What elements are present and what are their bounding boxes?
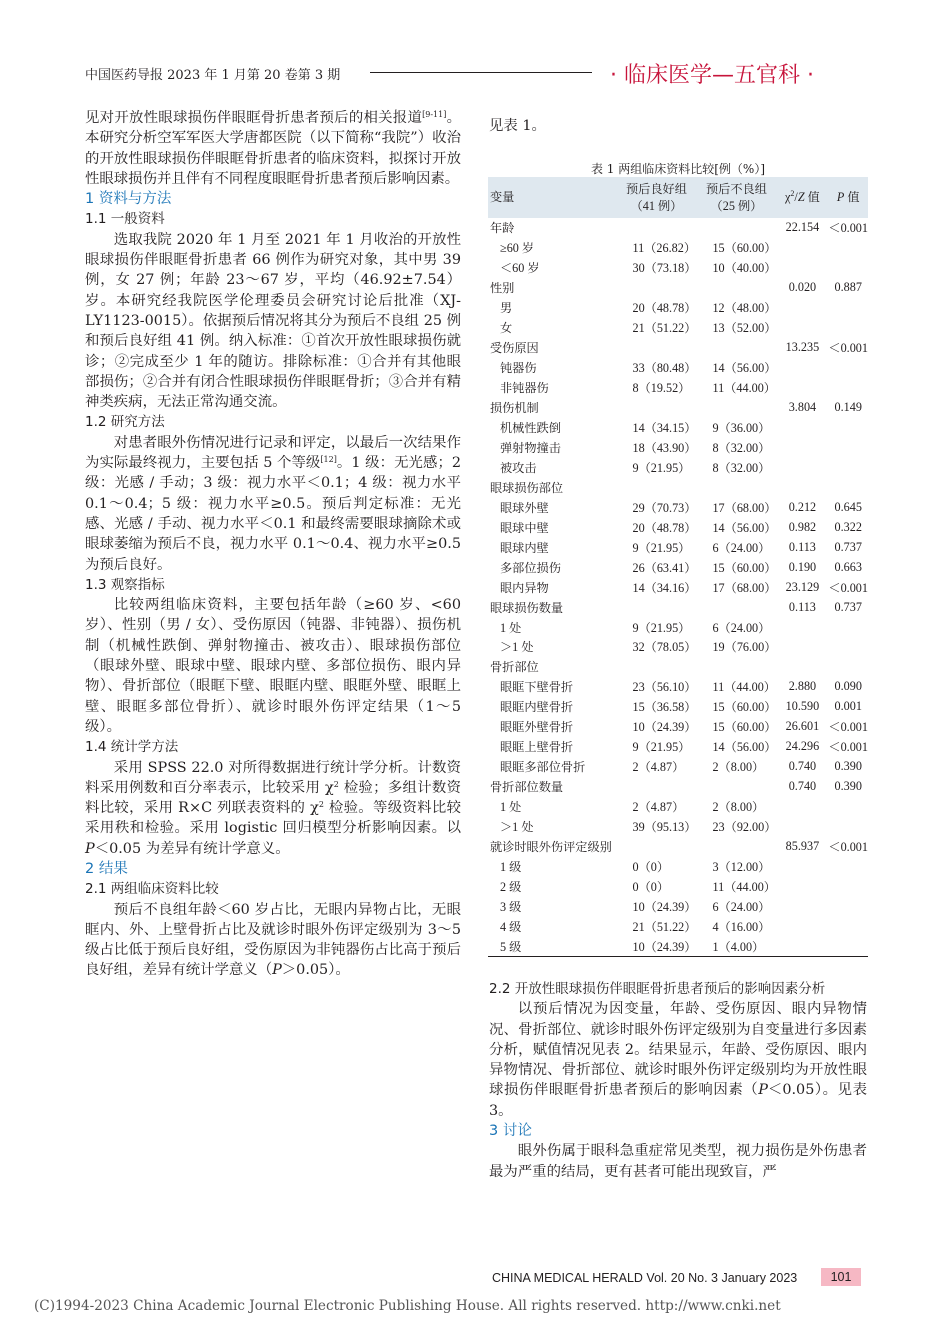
table-cell-label: 男 — [500, 301, 513, 316]
table-cell-p — [828, 477, 868, 497]
table-cell-good — [616, 338, 696, 358]
table-cell-stat: 3.804 — [788, 400, 817, 415]
table-cell-p — [828, 916, 868, 936]
table-cell-good — [616, 398, 696, 418]
table-cell-good: 14（34.16） — [632, 580, 697, 595]
table-cell-poor: 8（32.00） — [712, 440, 771, 455]
table-header-variable: 变量 — [488, 177, 616, 218]
table-cell-p — [828, 936, 868, 956]
table-cell-stat — [776, 617, 828, 637]
table-cell-stat — [776, 857, 828, 877]
table-cell-stat — [776, 437, 828, 457]
table-cell-stat: 85.937 — [785, 839, 820, 854]
table-row — [488, 617, 868, 637]
table-cell-p: ＜0.001 — [828, 221, 868, 236]
table-cell-good: 10（24.39） — [632, 720, 697, 735]
table-row — [488, 577, 868, 597]
table-cell-poor — [696, 837, 776, 857]
table-cell-label: 眼内异物 — [500, 580, 549, 595]
table-cell-p — [828, 318, 868, 338]
table-cell-poor: 1（4.00） — [696, 936, 776, 956]
table-cell-poor: 6（24.00） — [712, 540, 771, 555]
table-cell-good: 9（21.95） — [632, 460, 691, 475]
table-cell-stat: 10.590 — [785, 699, 820, 714]
table-cell-good — [616, 837, 696, 857]
table-cell-poor: 8（32.00） — [712, 460, 771, 475]
header-rule — [370, 72, 592, 73]
table-cell-good: 15（36.58） — [632, 700, 697, 715]
table-cell-poor: 9（36.00） — [712, 421, 771, 435]
table-1 — [488, 177, 868, 957]
table-cell-stat: 0.740 — [788, 759, 817, 774]
section-heading: 1 资料与方法 — [85, 191, 172, 208]
table-cell-stat — [776, 457, 828, 477]
table-cell-poor: 14（56.00） — [712, 740, 777, 755]
table-cell-label: 眼球损伤数量 — [490, 600, 564, 615]
table-cell-poor: 15（60.00） — [712, 241, 777, 256]
table-cell-label: 1 级 — [500, 859, 522, 874]
table-cell-stat — [776, 318, 828, 338]
table-cell-stat: 0.740 — [788, 779, 817, 794]
table-cell-p: 0.663 — [834, 559, 862, 574]
table-cell-p — [828, 857, 868, 877]
table-cell-p — [828, 657, 868, 677]
table-cell-p — [828, 457, 868, 477]
table-cell-poor: 14（56.00） — [712, 520, 777, 535]
table-cell-poor: 23（92.00） — [712, 820, 777, 835]
table-cell-p: ＜0.001 — [828, 740, 868, 755]
table-cell-good: 14（34.15） — [632, 421, 697, 435]
table-cell-p: 0.887 — [834, 280, 862, 295]
table-cell-p: 0.645 — [834, 499, 862, 514]
table-cell-good — [616, 218, 696, 238]
table-cell-p — [828, 896, 868, 916]
section-heading: 2 结果 — [85, 860, 128, 877]
table-row — [488, 697, 868, 717]
table-cell-poor: 17（68.00） — [712, 580, 777, 595]
table-cell-poor: 11（44.00） — [712, 381, 776, 396]
table-cell-stat: 23.129 — [785, 579, 820, 594]
paragraph: 眼外伤属于眼科急重症常见类型，视力损伤是外伤患者最为严重的结局，更有甚者可能出现致盲，严 — [489, 1143, 867, 1180]
table-cell-label: 眼眶多部位骨折 — [500, 760, 586, 775]
table-cell-label: 眼眶上壁骨折 — [500, 740, 574, 755]
table-cell-p: ＜0.001 — [828, 840, 868, 855]
table-cell-stat: 22.154 — [785, 220, 820, 235]
table-row — [488, 298, 868, 318]
table-cell-p: 0.390 — [834, 759, 862, 774]
table-cell-stat — [776, 817, 828, 837]
table-cell-poor: 13（52.00） — [712, 321, 777, 336]
table-cell-good: 2（4.87） — [632, 760, 685, 775]
table-cell-label: ≥60 岁 — [500, 241, 535, 256]
table-cell-label: ＞1 处 — [500, 820, 534, 835]
table-cell-label: 钝器伤 — [500, 361, 537, 376]
table-row — [488, 537, 868, 557]
table-cell-poor: 10（40.00） — [712, 261, 777, 276]
table-cell-good: 2（4.87） — [632, 800, 685, 815]
see-table-1: 见表 1。 — [489, 118, 546, 134]
table-row — [488, 238, 868, 258]
table-cell-poor: 19（76.00） — [712, 640, 777, 655]
table-cell-label: 眼球中壁 — [500, 520, 549, 535]
table-row — [488, 817, 868, 837]
table-cell-p — [828, 797, 868, 817]
table-row — [488, 378, 868, 398]
table-cell-poor: 12（48.00） — [712, 301, 777, 316]
table-cell-stat — [776, 238, 828, 258]
table-row — [488, 637, 868, 657]
table-cell-label: 1 处 — [500, 800, 522, 815]
table-cell-good: 0（0） — [632, 879, 670, 894]
journal-issue-header: 中国医药导报 2023 年 1 月第 20 卷第 3 期 — [85, 68, 341, 83]
right-column — [489, 979, 867, 1182]
table-cell-stat: 26.601 — [785, 719, 820, 734]
table-cell-stat — [776, 298, 828, 318]
table-row — [488, 936, 868, 956]
table-row — [488, 398, 868, 418]
section-heading: 3 讨论 — [489, 1123, 532, 1140]
copyright-line: (C)1994-2023 China Academic Journal Electronic Publishing House. All rights reserved. http://www.cnki.net — [34, 1298, 781, 1314]
table-cell-p — [828, 378, 868, 398]
table-cell-p: 0.390 — [834, 779, 862, 794]
table-cell-good: 10（24.39） — [616, 936, 696, 956]
table-row — [488, 358, 868, 378]
table-cell-label: 性别 — [490, 281, 515, 296]
table-cell-label: 4 级 — [500, 919, 522, 934]
table-row — [488, 457, 868, 477]
table-cell-poor — [696, 777, 776, 797]
table-cell-good — [616, 777, 696, 797]
paragraph: 见对开放性眼球损伤伴眼眶骨折患者预后的相关报道[9-11]。本研究分析空军军医大学唐都医院（以下简称“我院”）收治的开放性眼球损伤伴眼眶骨折患者的临床资料，拟探讨开放性眼球损伤并且伴有不同程度眼眶骨折患者预后影响因素。 — [85, 110, 461, 187]
table-row — [488, 557, 868, 577]
table-cell-poor — [696, 597, 776, 617]
table-cell-stat — [776, 418, 828, 438]
table-cell-good: 26（63.41） — [632, 560, 697, 575]
table-cell-poor: 15（60.00） — [712, 720, 777, 735]
table-cell-stat — [776, 657, 828, 677]
table-row — [488, 338, 868, 358]
table-cell-good: 21（51.22） — [632, 321, 697, 336]
table-row — [488, 278, 868, 298]
table-cell-good — [616, 597, 696, 617]
journal-footer: CHINA MEDICAL HERALD Vol. 20 No. 3 January 2023 — [492, 1271, 798, 1285]
table-cell-poor — [696, 218, 776, 238]
subsection-heading: 2.2 开放性眼球损伤伴眼眶骨折患者预后的影响因素分析 — [489, 981, 826, 997]
table-cell-label: 3 级 — [500, 899, 522, 914]
table-cell-p — [828, 437, 868, 457]
table-cell-label: 眼球损伤部位 — [490, 480, 564, 495]
paragraph: 以预后情况为因变量，年龄、受伤原因、眼内异物情况、骨折部位、就诊时眼外伤评定级别为自变量进行多因素分析，赋值情况见表 2。结果显示，年龄、受伤原因、眼内异物情况、骨折部位、就诊时眼外伤评定级别均为开放性眼球损伤伴眼眶骨折患者预后的影响因素（P＜0.05）。见表 3。 — [489, 1001, 867, 1119]
table-cell-label: 损伤机制 — [490, 401, 539, 416]
table-cell-stat: 0.212 — [788, 499, 817, 514]
subsection-heading: 1.1 一般资料 — [85, 211, 165, 228]
table-cell-stat — [776, 916, 828, 936]
table-cell-stat: 2.880 — [788, 679, 817, 694]
table-row — [488, 916, 868, 936]
table-cell-good: 33（80.48） — [632, 361, 697, 376]
table-cell-good: 39（95.13） — [632, 820, 697, 835]
table-cell-stat — [776, 378, 828, 398]
table-cell-p — [828, 617, 868, 637]
table-header-p: P 值 — [828, 177, 868, 218]
table-row — [488, 258, 868, 278]
section-title: · 临床医学—五官科 · — [610, 63, 814, 88]
table-cell-stat — [776, 797, 828, 817]
subsection-heading: 1.3 观察指标 — [85, 576, 165, 593]
table-cell-poor — [696, 338, 776, 358]
table-cell-p — [828, 358, 868, 378]
table-cell-p — [828, 817, 868, 837]
table-cell-good — [616, 278, 696, 298]
table-cell-good: 0（0） — [632, 859, 670, 874]
subsection-heading: 1.2 研究方法 — [85, 414, 165, 431]
subsection-heading: 1.4 统计学方法 — [85, 739, 179, 756]
table-cell-p — [828, 298, 868, 318]
table-cell-good: 20（48.78） — [632, 301, 697, 316]
table-cell-poor: 11（44.00） — [712, 680, 776, 695]
table-row — [488, 876, 868, 896]
table-cell-stat: 0.190 — [788, 559, 817, 574]
table-cell-good: 10（24.39） — [632, 899, 697, 914]
table-cell-stat — [776, 258, 828, 278]
table-cell-label: 机械性跌倒 — [500, 421, 561, 435]
table-cell-label: 眼眶外壁骨折 — [500, 720, 574, 735]
table-cell-label: 1 处 — [500, 620, 522, 635]
table-cell-label: 非钝器伤 — [500, 381, 549, 396]
table-cell-p: 0.149 — [834, 400, 862, 415]
table-cell-stat: 0.982 — [788, 519, 817, 534]
table-cell-poor: 6（24.00） — [712, 899, 771, 914]
table-cell-poor — [696, 477, 776, 497]
table-cell-label: ＜60 岁 — [500, 261, 540, 276]
table-row — [488, 837, 868, 857]
table-1-caption: 表 1 两组临床资料比较[例（%）] — [590, 162, 766, 176]
table-header-good: 预后良好组 （41 例） — [616, 177, 696, 218]
table-cell-poor: 3（12.00） — [712, 859, 771, 874]
table-cell-p: 0.322 — [834, 519, 862, 534]
table-cell-poor — [696, 278, 776, 298]
table-cell-good: 11（26.82） — [632, 241, 697, 256]
table-cell-good: 9（21.95） — [632, 620, 691, 635]
table-cell-good — [616, 477, 696, 497]
table-row — [488, 437, 868, 457]
table-cell-label: ＞1 处 — [500, 640, 534, 655]
table-header-poor: 预后不良组 （25 例） — [696, 177, 776, 218]
table-row — [488, 218, 868, 238]
table-cell-p: 0.737 — [834, 599, 862, 614]
table-row — [488, 797, 868, 817]
subsection-heading: 2.1 两组临床资料比较 — [85, 881, 219, 898]
table-cell-label: 就诊时眼外伤评定级别 — [490, 840, 612, 855]
table-cell-stat: 13.235 — [785, 340, 820, 355]
table-header-stat: $\chi^2/Z$ 值 — [776, 177, 828, 218]
table-cell-poor: 15（60.00） — [712, 560, 777, 575]
table-row — [488, 497, 868, 517]
table-cell-label: 受伤原因 — [490, 341, 539, 356]
table-cell-good: 8（19.52） — [632, 381, 691, 396]
table-row — [488, 717, 868, 737]
table-cell-stat: 0.020 — [788, 280, 817, 295]
table-row — [488, 737, 868, 757]
paragraph: 对患者眼外伤情况进行记录和评定，以最后一次结果作为实际最终视力，主要包括 5 个等级[12]。1 级：无光感；2 级：光感 / 手动；3 级：视力水平＜0.1；4 级：视力水平 0.1～0.4；5 级：视力水平≥0.5。预后判定标准：无光感、光感 / 手动、视力水平＜0.1 和最终需要眼球摘除术或眼球萎缩为预后不良，视力水平 0.1～0.4、视力水平≥0.5 为预后良好。 — [85, 434, 462, 573]
table-cell-stat — [776, 477, 828, 497]
table-cell-label: 眼球内壁 — [500, 540, 549, 555]
table-cell-good: 23（56.10） — [632, 680, 697, 695]
table-cell-p: 0.737 — [834, 539, 862, 554]
table-cell-p — [828, 238, 868, 258]
table-row — [488, 777, 868, 797]
table-cell-label: 骨折部位 — [490, 660, 539, 675]
table-cell-stat — [776, 358, 828, 378]
table-cell-label: 多部位损伤 — [500, 560, 561, 575]
table-row — [488, 517, 868, 537]
page-number: 101 — [821, 1268, 861, 1286]
table-cell-label: 眼球外壁 — [500, 500, 549, 515]
table-cell-p — [828, 258, 868, 278]
table-cell-poor: 2（8.00） — [712, 760, 765, 775]
table-cell-good: 32（78.05） — [632, 640, 697, 655]
table-cell-p — [828, 876, 868, 896]
table-row — [488, 657, 868, 677]
paragraph: 选取我院 2020 年 1 月至 2021 年 1 月收治的开放性眼球损伤伴眼眶骨折患者 66 例作为研究对象，其中男 39 例，女 27 例；年龄 23～67 岁，平均（46.92±7.54）岁。本研究经我院医学伦理委员会研究讨论后批准（XJ-LY1123-0015）。依据预后情况将其分为预后不良组 25 例和预后良好组 41 例。纳入标准：①首次开放性眼球损伤就诊；②完成至少 1 年的随访。排除标准：①合并有其他眼部损伤；②合并有闭合性眼球损伤伴眼眶骨折；③合并有精神类疾病，无法正常沟通交流。 — [85, 231, 461, 411]
table-cell-poor: 2（8.00） — [712, 800, 765, 815]
table-cell-p: ＜0.001 — [828, 341, 868, 356]
table-cell-label: 女 — [500, 321, 513, 336]
table-cell-stat — [776, 936, 828, 956]
table-cell-stat: 0.113 — [788, 539, 816, 554]
table-row — [488, 757, 868, 777]
table-cell-label: 骨折部位数量 — [490, 780, 564, 795]
table-cell-stat — [776, 896, 828, 916]
table-row — [488, 418, 868, 438]
table-cell-label: 2 级 — [500, 879, 522, 894]
table-cell-poor — [696, 657, 776, 677]
table-cell-p — [828, 637, 868, 657]
table-cell-good: 18（43.90） — [632, 440, 697, 455]
table-row — [488, 318, 868, 338]
table-cell-stat — [776, 637, 828, 657]
table-cell-poor: 17（68.00） — [712, 500, 777, 515]
table-cell-good — [616, 657, 696, 677]
table-row — [488, 677, 868, 697]
table-cell-good: 20（48.78） — [632, 520, 697, 535]
table-cell-good: 9（21.95） — [632, 540, 691, 555]
table-cell-label: 弹射物撞击 — [500, 440, 561, 455]
table-cell-label: 眼眶下壁骨折 — [500, 680, 574, 695]
table-cell-p: 0.090 — [834, 679, 862, 694]
table-cell-good: 21（51.22） — [632, 919, 697, 934]
table-row — [488, 597, 868, 617]
table-cell-stat: 0.113 — [788, 599, 816, 614]
table-cell-good: 30（73.18） — [632, 261, 697, 276]
table-cell-poor: 15（60.00） — [712, 700, 777, 715]
table-cell-stat: 24.296 — [785, 739, 820, 754]
left-column — [85, 108, 461, 981]
table-cell-p: ＜0.001 — [828, 580, 868, 595]
table-cell-poor: 4（16.00） — [712, 919, 771, 934]
paragraph: 采用 SPSS 22.0 对所得数据进行统计学分析。计数资料采用例数和百分率表示，比较采用 $\chi^2$ 检验；多组计数资料比较，采用 R×C 列联表资料的 $\chi^2$ 检验。等级资料比较采用秩和检验。采用 logistic 回归模型分析影响因素。以 P＜0.05 为差异有统计学意义。 — [85, 759, 462, 857]
table-row — [488, 896, 868, 916]
table-row — [488, 857, 868, 877]
table-cell-label: 5 级 — [488, 936, 616, 956]
table-cell-poor — [696, 398, 776, 418]
table-cell-poor: 14（56.00） — [712, 361, 777, 376]
table-cell-p — [828, 418, 868, 438]
table-cell-label: 被攻击 — [500, 460, 537, 475]
table-cell-label: 眼眶内壁骨折 — [500, 700, 574, 715]
table-cell-poor: 11（44.00） — [712, 879, 776, 894]
paragraph: 预后不良组年龄＜60 岁占比，无眼内异物占比，无眼眶内、外、上壁骨折占比及就诊时眼外伤评定级别为 3～5 级占比低于预后良好组，受伤原因为非钝器伤占比高于预后良好组，差异有统计学意义（P＞0.05）。 — [85, 901, 461, 979]
paragraph: 比较两组临床资料，主要包括年龄（≥60 岁、<60 岁）、性别（男 / 女）、受伤原因（钝器、非钝器）、损伤机制（机械性跌倒、弹射物撞击、被攻击）、眼球损伤部位（眼球外壁、眼球中壁、眼球内壁、多部位损伤、眼内异物）、骨折部位（眼眶下壁、眼眶内壁、眼眶外壁、眼眶上壁、眼眶多部位骨折）、就诊时眼外伤评定结果（1～5 级）。 — [85, 597, 461, 735]
table-row — [488, 477, 868, 497]
table-cell-poor: 6（24.00） — [712, 620, 771, 635]
table-cell-stat — [776, 876, 828, 896]
table-cell-p: 0.001 — [834, 699, 862, 714]
table-cell-p: ＜0.001 — [828, 720, 868, 735]
table-cell-good: 29（70.73） — [632, 500, 697, 515]
table-cell-good: 9（21.95） — [632, 740, 691, 755]
table-cell-label: 年龄 — [490, 221, 515, 236]
